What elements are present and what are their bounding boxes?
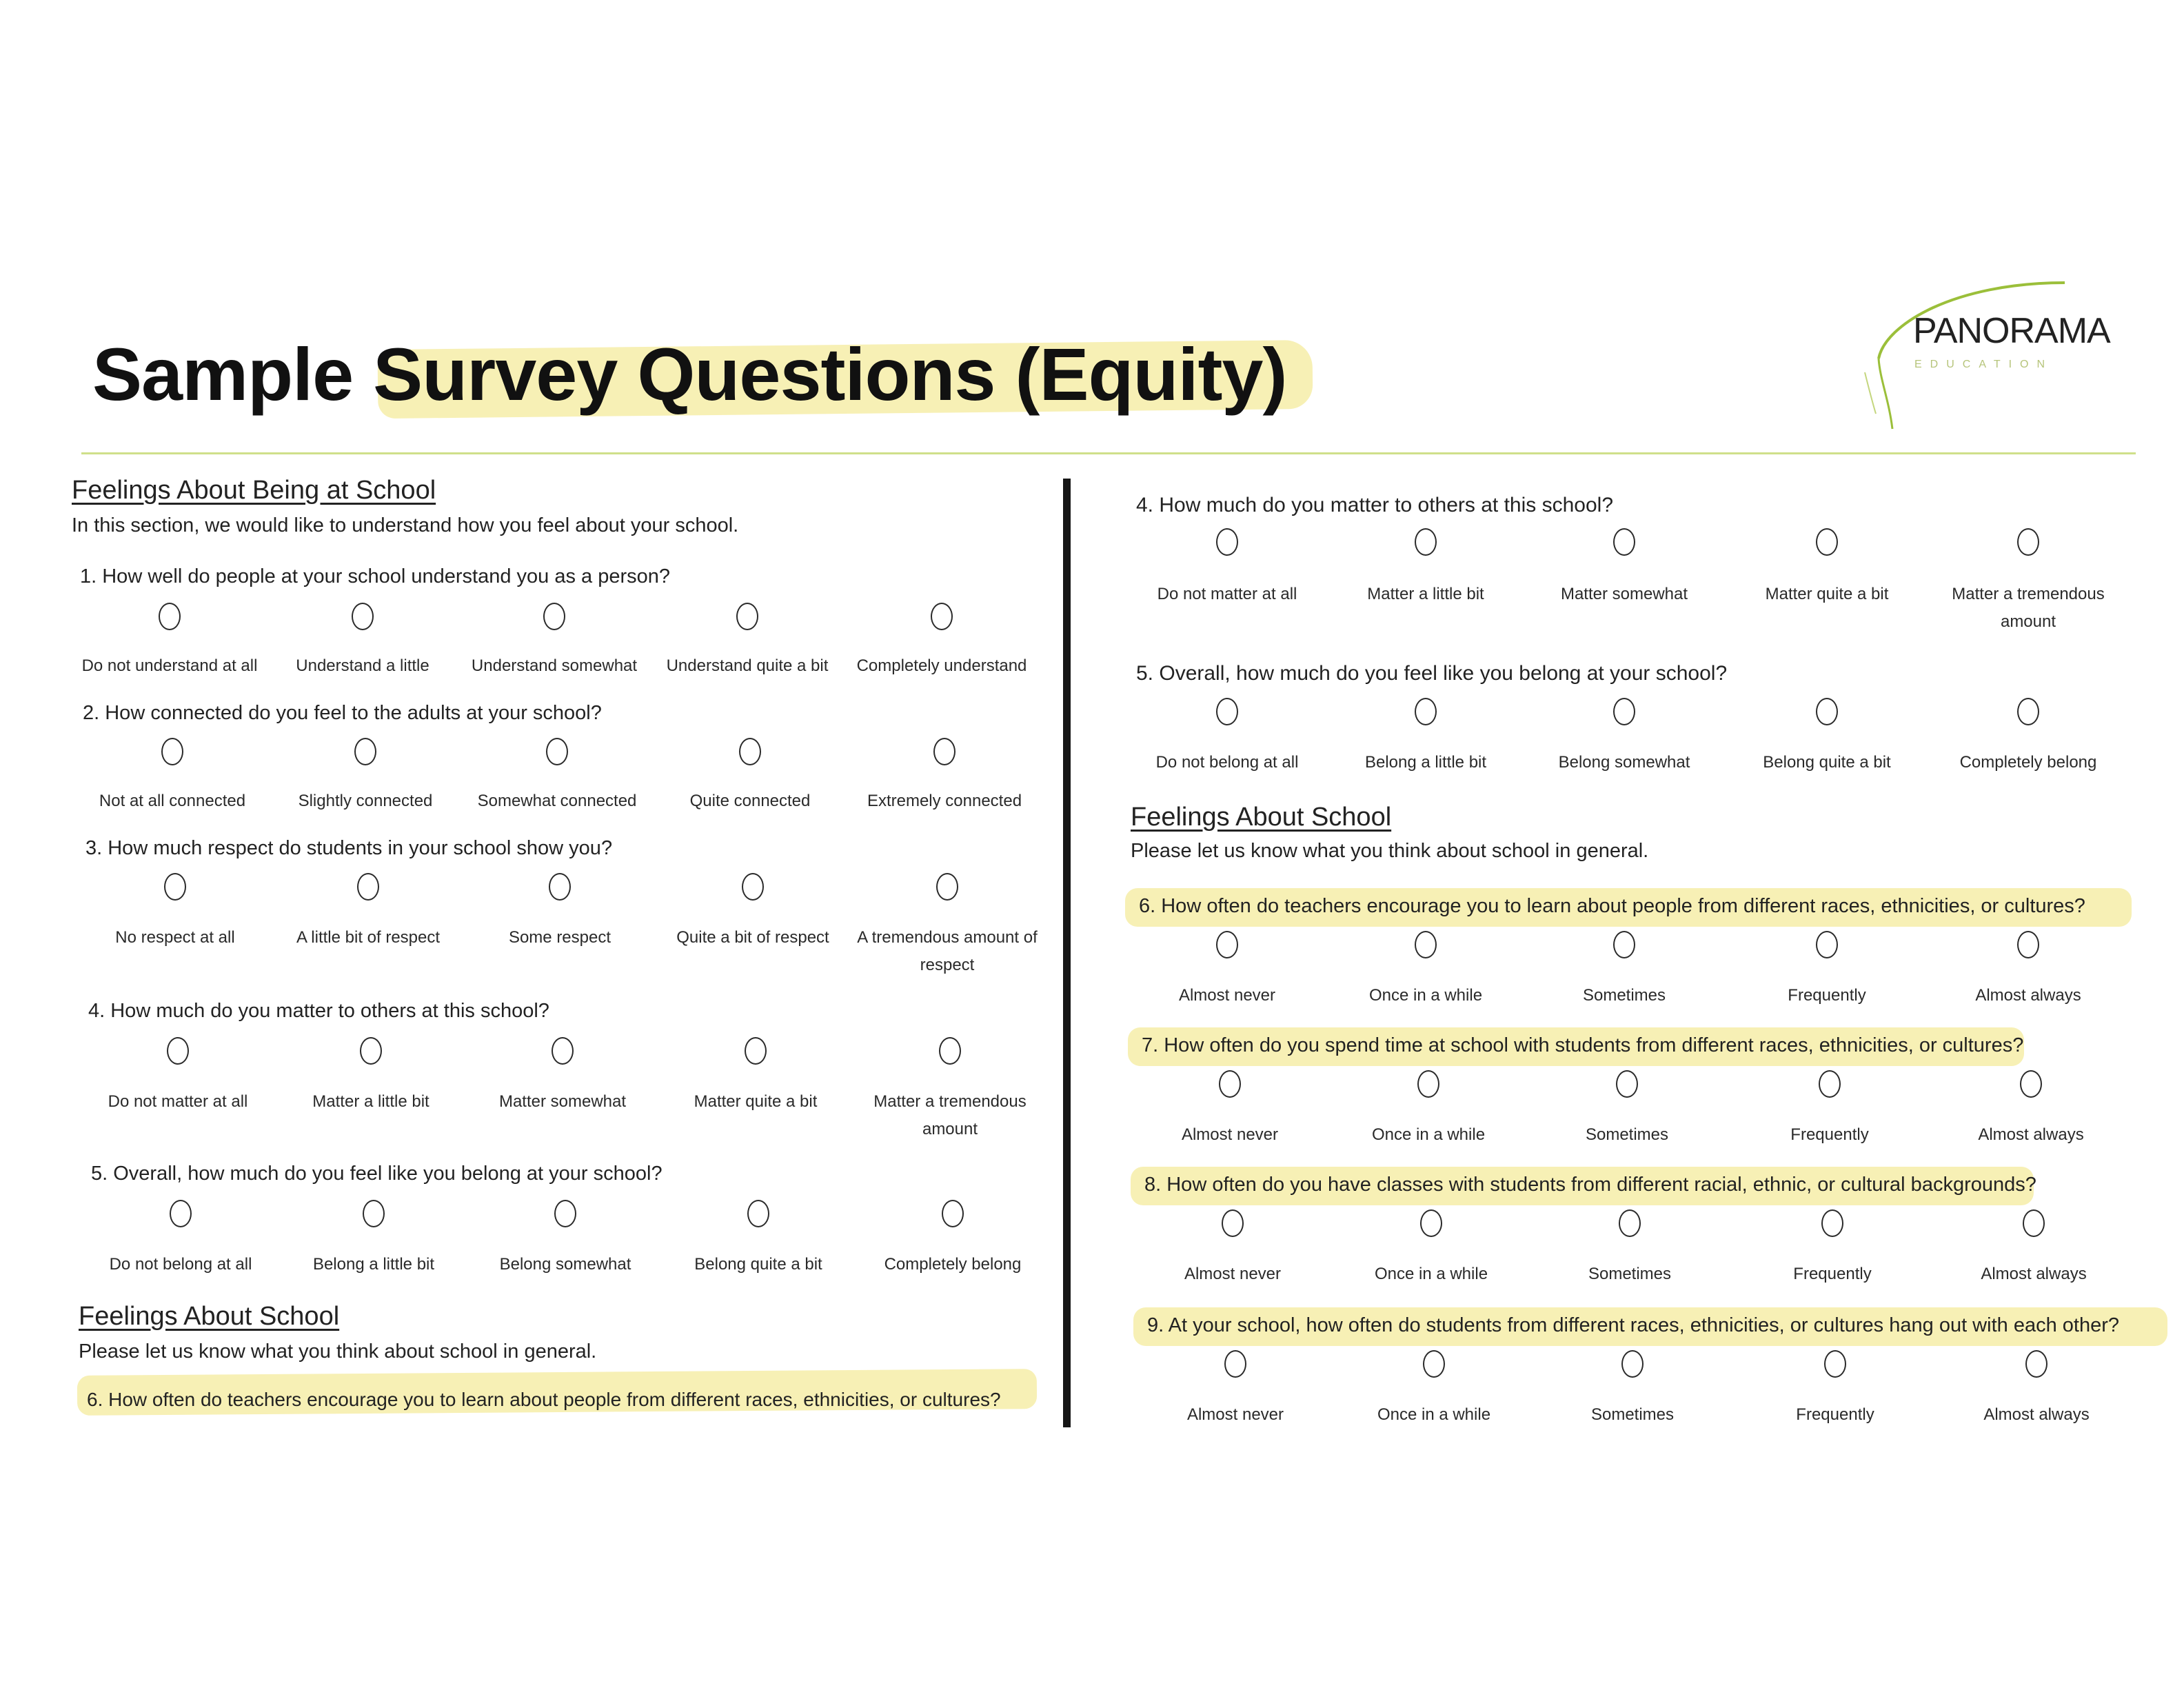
radio-option[interactable] <box>363 1200 385 1227</box>
option-label: Some respect <box>508 928 611 947</box>
option-label: Almost always <box>1981 1265 2087 1283</box>
section-intro: Please let us know what you think about school in general. <box>79 1340 597 1363</box>
option-label: Frequently <box>1790 1125 1869 1144</box>
radio-option[interactable] <box>167 1037 189 1065</box>
logo-swoosh-icon <box>1837 269 2127 434</box>
radio-option[interactable] <box>549 873 571 901</box>
option-label: Matter quite a bit <box>694 1092 818 1111</box>
radio-option[interactable] <box>170 1200 192 1227</box>
radio-option[interactable] <box>1219 1070 1241 1098</box>
radio-option[interactable] <box>1821 1209 1843 1237</box>
option-label: No respect at all <box>115 928 235 947</box>
logo-subtext: EDUCATION <box>1914 359 2054 370</box>
radio-option[interactable] <box>1621 1350 1644 1378</box>
radio-option[interactable] <box>554 1200 576 1227</box>
radio-option[interactable] <box>1819 1070 1841 1098</box>
option-label: Frequently <box>1793 1265 1872 1283</box>
option-label: Almost never <box>1178 986 1276 1005</box>
option-label: Extremely connected <box>867 792 1022 810</box>
option-label: Once in a while <box>1371 1125 1486 1144</box>
radio-option[interactable] <box>164 873 186 901</box>
radio-option[interactable] <box>2017 528 2039 556</box>
radio-option[interactable] <box>1415 528 1437 556</box>
radio-option[interactable] <box>939 1037 961 1065</box>
question-text: 5. Overall, how much do you feel like you belong at your school? <box>91 1163 663 1185</box>
radio-option[interactable] <box>1613 698 1635 725</box>
radio-option[interactable] <box>1415 698 1437 725</box>
radio-option[interactable] <box>2023 1209 2045 1237</box>
question-text: 6. How often do teachers encourage you to learn about people from different races, ethnicities, or cultures? <box>87 1389 1001 1410</box>
radio-option[interactable] <box>933 738 956 765</box>
option-label: Almost always <box>1978 1125 2084 1144</box>
option-label: Understand somewhat <box>471 656 638 675</box>
option-label: Do not belong at all <box>109 1255 252 1274</box>
radio-option[interactable] <box>2017 698 2039 725</box>
option-label: Matter a little bit <box>1367 585 1484 603</box>
option-label: Sometimes <box>1588 1265 1672 1283</box>
option-label: Frequently <box>1788 986 1866 1005</box>
option-label: Somewhat connected <box>477 792 637 810</box>
option-label: Understand a little <box>296 656 429 675</box>
question-text: 4. How much do you matter to others at this school? <box>88 1000 549 1022</box>
option-label: Matter a tremendous amount <box>1952 585 2105 631</box>
page-title: Sample Survey Questions (Equity) <box>92 332 1287 416</box>
option-label: Matter somewhat <box>498 1092 627 1111</box>
radio-option[interactable] <box>2020 1070 2042 1098</box>
question-text: 8. How often do you have classes with students from different racial, ethnic, or cultural backgrounds? <box>1144 1174 2036 1196</box>
radio-option[interactable] <box>552 1037 574 1065</box>
option-label: Almost always <box>1975 986 2081 1005</box>
question-text: 3. How much respect do students in your school show you? <box>85 837 613 859</box>
option-label: Almost always <box>1983 1405 2090 1424</box>
option-label: Matter a little bit <box>312 1092 429 1111</box>
option-label: Completely belong <box>884 1255 1022 1274</box>
section-heading-about-school: Feelings About School <box>1131 803 1392 832</box>
option-label: Completely understand <box>856 656 1027 675</box>
option-label: Once in a while <box>1377 1405 1491 1424</box>
radio-option[interactable] <box>739 738 761 765</box>
option-label: Sometimes <box>1585 1125 1669 1144</box>
radio-option[interactable] <box>936 873 958 901</box>
logo-text: PANORAMA <box>1913 311 2110 351</box>
option-label: Belong quite a bit <box>694 1255 822 1274</box>
option-label: Once in a while <box>1374 1265 1488 1283</box>
radio-option[interactable] <box>1216 698 1238 725</box>
radio-option[interactable] <box>1420 1209 1442 1237</box>
radio-option[interactable] <box>1613 931 1635 958</box>
option-label: Almost never <box>1184 1265 1282 1283</box>
question-text: 1. How well do people at your school understand you as a person? <box>80 565 671 587</box>
question-text: 2. How connected do you feel to the adults at your school? <box>83 702 602 724</box>
column-divider <box>1063 479 1071 1427</box>
radio-option[interactable] <box>1224 1350 1246 1378</box>
radio-option[interactable] <box>1816 698 1838 725</box>
option-label: A tremendous amount of respect <box>857 928 1038 974</box>
radio-option[interactable] <box>1816 528 1838 556</box>
option-label: Not at all connected <box>99 792 246 810</box>
radio-option[interactable] <box>354 738 376 765</box>
option-label: Belong a little bit <box>1364 753 1487 772</box>
radio-option[interactable] <box>1415 931 1437 958</box>
radio-option[interactable] <box>745 1037 767 1065</box>
option-label: Quite connected <box>689 792 811 810</box>
option-label: Sometimes <box>1590 1405 1675 1424</box>
radio-option[interactable] <box>360 1037 382 1065</box>
option-label: Do not matter at all <box>108 1092 248 1111</box>
option-label: Slightly connected <box>298 792 433 810</box>
option-label: Do not understand at all <box>81 656 258 675</box>
header-rule <box>81 452 2136 454</box>
radio-option[interactable] <box>2017 931 2039 958</box>
radio-option[interactable] <box>2025 1350 2048 1378</box>
radio-option[interactable] <box>1816 931 1838 958</box>
option-label: Do not belong at all <box>1155 753 1299 772</box>
radio-option[interactable] <box>1619 1209 1641 1237</box>
question-text: 7. How often do you spend time at school with students from different races, ethnicities, or cultures? <box>1142 1034 2024 1056</box>
question-text: 4. How much do you matter to others at this school? <box>1136 494 1614 516</box>
radio-option[interactable] <box>1824 1350 1846 1378</box>
section-intro: In this section, we would like to understand how you feel about your school. <box>72 514 739 536</box>
option-label: Matter quite a bit <box>1765 585 1889 603</box>
radio-option[interactable] <box>352 603 374 630</box>
option-label: Once in a while <box>1368 986 1483 1005</box>
option-label: Almost never <box>1181 1125 1279 1144</box>
radio-option[interactable] <box>1216 528 1238 556</box>
option-label: Belong quite a bit <box>1763 753 1891 772</box>
question-text: 5. Overall, how much do you feel like you belong at your school? <box>1136 662 1728 685</box>
option-label: Sometimes <box>1582 986 1666 1005</box>
radio-option[interactable] <box>1613 528 1635 556</box>
radio-option[interactable] <box>1216 931 1238 958</box>
radio-option[interactable] <box>543 603 565 630</box>
option-label: Understand quite a bit <box>666 656 829 675</box>
radio-option[interactable] <box>546 738 568 765</box>
question-text: 6. How often do teachers encourage you to learn about people from different races, ethnicities, or cultures? <box>1139 895 2085 917</box>
option-label: Matter somewhat <box>1560 585 1688 603</box>
radio-option[interactable] <box>742 873 764 901</box>
option-label: A little bit of respect <box>296 928 441 947</box>
option-label: Belong somewhat <box>1558 753 1690 772</box>
radio-option[interactable] <box>736 603 758 630</box>
radio-option[interactable] <box>161 738 183 765</box>
radio-option[interactable] <box>357 873 379 901</box>
option-label: Quite a bit of respect <box>676 928 829 947</box>
option-label: Belong somewhat <box>499 1255 631 1274</box>
option-label: Belong a little bit <box>312 1255 435 1274</box>
section-heading-about-school: Feelings About School <box>79 1302 340 1331</box>
radio-option[interactable] <box>931 603 953 630</box>
section-heading-being-at-school: Feelings About Being at School <box>72 476 436 505</box>
radio-option[interactable] <box>1222 1209 1244 1237</box>
option-label: Matter a tremendous amount <box>873 1092 1027 1138</box>
option-label: Frequently <box>1796 1405 1874 1424</box>
radio-option[interactable] <box>942 1200 964 1227</box>
radio-option[interactable] <box>1417 1070 1439 1098</box>
panorama-logo <box>1837 269 2127 434</box>
section-intro: Please let us know what you think about school in general. <box>1131 840 1649 862</box>
radio-option[interactable] <box>747 1200 769 1227</box>
radio-option[interactable] <box>1616 1070 1638 1098</box>
option-label: Almost never <box>1186 1405 1284 1424</box>
option-label: Do not matter at all <box>1157 585 1297 603</box>
radio-option[interactable] <box>159 603 181 630</box>
option-label: Completely belong <box>1959 753 2097 772</box>
radio-option[interactable] <box>1423 1350 1445 1378</box>
question-text: 9. At your school, how often do students from different races, ethnicities, or cultures hang out with each other? <box>1147 1314 2119 1336</box>
